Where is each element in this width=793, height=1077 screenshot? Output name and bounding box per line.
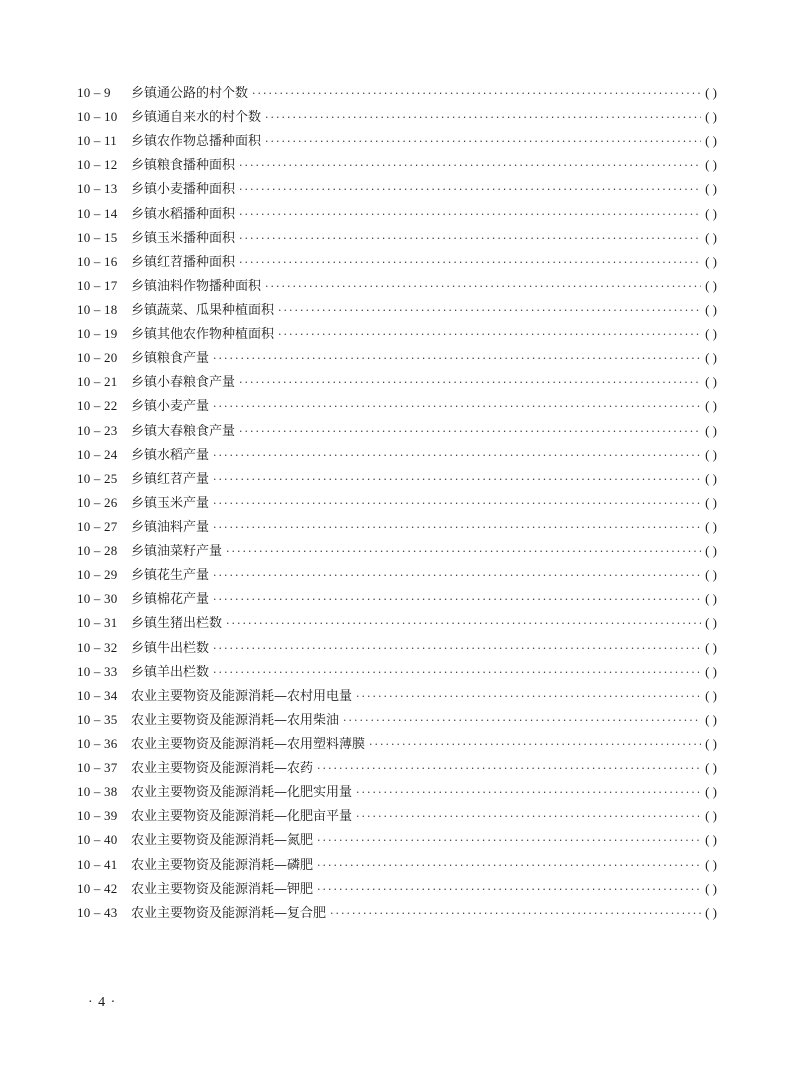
toc-entry[interactable]	[77, 370, 717, 394]
toc-entry-page: ( )	[705, 350, 717, 366]
toc-dot-leader	[265, 106, 701, 130]
toc-dot-leader	[213, 347, 701, 371]
toc-entry-number: 10 – 20	[77, 350, 118, 366]
toc-entry-title: 农业主要物资及能源消耗—磷肥	[131, 857, 314, 873]
toc-entry[interactable]	[77, 804, 717, 828]
toc-entry-title: 乡镇大春粮食产量	[131, 423, 236, 439]
toc-entry-number: 10 – 28	[77, 543, 118, 559]
toc-entry[interactable]	[77, 153, 717, 177]
toc-entry[interactable]	[77, 491, 717, 515]
toc-entry-title: 乡镇羊出栏数	[131, 664, 210, 680]
toc-entry-title: 乡镇小春粮食产量	[131, 375, 236, 391]
toc-dot-leader	[330, 902, 701, 926]
toc-entry-page: ( )	[705, 784, 717, 800]
toc-entry-number: 10 – 40	[77, 832, 118, 848]
toc-entry-page: ( )	[705, 543, 717, 559]
toc-entry-title: 乡镇牛出栏数	[131, 640, 210, 656]
toc-entry-number: 10 – 15	[77, 229, 118, 245]
toc-entry-number: 10 – 37	[77, 760, 118, 776]
toc-entry-number: 10 – 31	[77, 615, 118, 631]
toc-entry-page: ( )	[705, 229, 717, 245]
toc-entry[interactable]	[77, 250, 717, 274]
toc-entry-page: ( )	[705, 711, 717, 727]
toc-entry-page: ( )	[705, 301, 717, 317]
toc-entry-title: 乡镇玉米产量	[131, 495, 210, 511]
toc-list	[77, 81, 717, 925]
toc-entry-title: 乡镇红苕产量	[131, 471, 210, 487]
toc-entry[interactable]	[77, 901, 717, 925]
toc-entry-number: 10 – 10	[77, 109, 118, 125]
toc-entry-page: ( )	[705, 277, 717, 293]
toc-entry[interactable]	[77, 346, 717, 370]
toc-dot-leader	[317, 757, 701, 781]
toc-entry-title: 农业主要物资及能源消耗—氮肥	[131, 833, 314, 849]
toc-entry[interactable]	[77, 877, 717, 901]
toc-entry[interactable]	[77, 105, 717, 129]
toc-dot-leader	[226, 540, 701, 564]
toc-entry[interactable]	[77, 129, 717, 153]
toc-entry-page: ( )	[705, 880, 717, 896]
toc-dot-leader	[213, 395, 701, 419]
toc-dot-leader	[213, 564, 701, 588]
toc-dot-leader	[239, 203, 701, 227]
toc-entry-page: ( )	[705, 398, 717, 414]
toc-entry-page: ( )	[705, 687, 717, 703]
toc-entry-title: 乡镇油菜籽产量	[131, 544, 223, 560]
toc-entry-number: 10 – 27	[77, 518, 118, 534]
toc-dot-leader	[356, 805, 701, 829]
toc-entry-page: ( )	[705, 253, 717, 269]
toc-entry-page: ( )	[705, 85, 717, 100]
toc-entry[interactable]	[77, 732, 717, 756]
toc-dot-leader	[213, 637, 701, 661]
toc-entry-number: 10 – 17	[77, 277, 118, 293]
toc-entry-number: 10 – 24	[77, 446, 118, 462]
toc-entry-number: 10 – 25	[77, 470, 118, 486]
toc-entry-page: ( )	[705, 663, 717, 679]
toc-entry-title: 农业主要物资及能源消耗—农用塑料薄膜	[131, 736, 366, 752]
toc-entry-title: 乡镇棉花产量	[131, 592, 210, 608]
toc-entry-title: 乡镇其他农作物种植面积	[131, 327, 275, 343]
toc-dot-leader	[343, 709, 701, 733]
toc-entry-number: 10 – 14	[77, 205, 118, 221]
toc-dot-leader	[239, 420, 701, 444]
toc-dot-leader	[317, 829, 701, 853]
toc-entry-page: ( )	[705, 374, 717, 390]
toc-entry[interactable]	[77, 756, 717, 780]
toc-entry[interactable]	[77, 828, 717, 852]
toc-entry-title: 乡镇油料产量	[131, 519, 210, 535]
toc-dot-leader	[369, 733, 701, 757]
toc-entry-page: ( )	[705, 133, 717, 149]
toc-entry[interactable]	[77, 226, 717, 250]
toc-entry[interactable]	[77, 539, 717, 563]
toc-entry-page: ( )	[705, 494, 717, 510]
toc-entry-page: ( )	[705, 808, 717, 824]
toc-entry-number: 10 – 38	[77, 784, 118, 800]
toc-entry-number: 10 – 23	[77, 422, 118, 438]
toc-entry-number: 10 – 22	[77, 398, 118, 414]
toc-entry-number: 10 – 13	[77, 181, 118, 197]
toc-entry[interactable]	[77, 177, 717, 201]
toc-entry-page: ( )	[705, 904, 717, 920]
toc-dot-leader	[265, 275, 701, 299]
toc-dot-leader	[356, 781, 701, 805]
toc-entry-title: 农业主要物资及能源消耗—农村用电量	[131, 688, 353, 704]
toc-entry-number: 10 – 9	[77, 85, 111, 100]
toc-dot-leader	[239, 251, 701, 275]
toc-entry-page: ( )	[705, 856, 717, 872]
toc-entry-number: 10 – 12	[77, 157, 118, 173]
toc-dot-leader	[278, 299, 701, 323]
toc-entry-page: ( )	[705, 205, 717, 221]
toc-entry-title: 乡镇蔬菜、瓜果种植面积	[131, 302, 275, 318]
toc-entry-title: 乡镇生猪出栏数	[131, 616, 223, 632]
toc-entry[interactable]	[77, 660, 717, 684]
toc-entry[interactable]	[77, 708, 717, 732]
toc-entry-number: 10 – 29	[77, 567, 118, 583]
toc-entry-page: ( )	[705, 615, 717, 631]
toc-entry[interactable]	[77, 780, 717, 804]
toc-entry[interactable]	[77, 684, 717, 708]
toc-entry[interactable]	[77, 853, 717, 877]
toc-dot-leader	[317, 878, 701, 902]
toc-dot-leader	[213, 444, 701, 468]
toc-entry-page: ( )	[705, 567, 717, 583]
toc-entry-number: 10 – 19	[77, 326, 118, 342]
toc-entry-number: 10 – 11	[77, 133, 117, 149]
toc-entry-page: ( )	[705, 735, 717, 751]
toc-entry-title: 乡镇小麦播种面积	[131, 182, 236, 198]
toc-entry-title: 乡镇小麦产量	[131, 399, 210, 415]
toc-entry-title: 农业主要物资及能源消耗—农药	[131, 761, 314, 777]
toc-entry[interactable]	[77, 419, 717, 443]
toc-entry[interactable]	[77, 298, 717, 322]
page-number: · 4 ·	[88, 995, 117, 1010]
toc-entry-number: 10 – 42	[77, 880, 118, 896]
toc-entry-title: 农业主要物资及能源消耗—钾肥	[131, 881, 314, 897]
toc-dot-leader	[213, 661, 701, 685]
toc-entry-title: 乡镇红苕播种面积	[131, 254, 236, 270]
toc-entry-title: 乡镇水稻产量	[131, 447, 210, 463]
toc-entry-number: 10 – 36	[77, 735, 118, 751]
toc-entry-number: 10 – 21	[77, 374, 118, 390]
toc-entry-page: ( )	[705, 639, 717, 655]
toc-entry-number: 10 – 30	[77, 591, 118, 607]
toc-entry-page: ( )	[705, 181, 717, 197]
toc-dot-leader	[239, 178, 701, 202]
toc-entry-title: 乡镇粮食播种面积	[131, 158, 236, 174]
toc-dot-leader	[213, 468, 701, 492]
toc-entry-title: 乡镇粮食产量	[131, 351, 210, 367]
toc-entry-page: ( )	[705, 832, 717, 848]
toc-entry-title: 农业主要物资及能源消耗—复合肥	[131, 905, 327, 921]
toc-entry[interactable]	[77, 611, 717, 635]
toc-entry[interactable]	[77, 202, 717, 226]
toc-entry-title: 农业主要物资及能源消耗—化肥实用量	[131, 785, 353, 801]
toc-entry-title: 乡镇通公路的村个数	[131, 86, 249, 101]
toc-entry-number: 10 – 43	[77, 904, 118, 920]
toc-entry-title: 农业主要物资及能源消耗—农用柴油	[131, 712, 340, 728]
toc-dot-leader	[356, 685, 701, 709]
toc-entry[interactable]	[77, 587, 717, 611]
toc-dot-leader	[239, 227, 701, 251]
toc-entry-page: ( )	[705, 470, 717, 486]
toc-dot-leader	[278, 323, 701, 347]
toc-entry[interactable]	[77, 322, 717, 346]
toc-entry-number: 10 – 41	[77, 856, 118, 872]
toc-dot-leader	[213, 588, 701, 612]
toc-entry-page: ( )	[705, 422, 717, 438]
toc-entry-title: 乡镇玉米播种面积	[131, 230, 236, 246]
toc-entry-title: 乡镇农作物总播种面积	[131, 134, 262, 150]
toc-entry-number: 10 – 35	[77, 711, 118, 727]
toc-dot-leader	[239, 371, 701, 395]
toc-entry[interactable]	[77, 515, 717, 539]
toc-entry-title: 农业主要物资及能源消耗—化肥亩平量	[131, 809, 353, 825]
toc-entry[interactable]	[77, 274, 717, 298]
toc-entry-number: 10 – 16	[77, 253, 118, 269]
toc-entry-title: 乡镇水稻播种面积	[131, 206, 236, 222]
toc-dot-leader	[226, 612, 701, 636]
toc-entry-number: 10 – 33	[77, 663, 118, 679]
toc-dot-leader	[317, 854, 701, 878]
toc-entry[interactable]	[77, 636, 717, 660]
toc-entry-page: ( )	[705, 326, 717, 342]
toc-dot-leader	[213, 492, 701, 516]
toc-entry-number: 10 – 26	[77, 494, 118, 510]
toc-entry-page: ( )	[705, 760, 717, 776]
toc-entry-title: 乡镇花生产量	[131, 568, 210, 584]
toc-entry[interactable]	[77, 467, 717, 491]
toc-entry-page: ( )	[705, 109, 717, 125]
toc-entry-title: 乡镇通自来水的村个数	[131, 110, 262, 126]
toc-entry[interactable]	[77, 81, 717, 105]
toc-dot-leader	[265, 130, 701, 154]
toc-entry[interactable]	[77, 394, 717, 418]
toc-entry[interactable]	[77, 563, 717, 587]
toc-entry-page: ( )	[705, 518, 717, 534]
toc-dot-leader	[213, 516, 701, 540]
toc-entry-page: ( )	[705, 157, 717, 173]
toc-entry-number: 10 – 34	[77, 687, 118, 703]
toc-dot-leader	[239, 154, 701, 178]
toc-entry-number: 10 – 18	[77, 301, 118, 317]
toc-entry-page: ( )	[705, 446, 717, 462]
toc-entry-title: 乡镇油料作物播种面积	[131, 278, 262, 294]
table-of-contents	[77, 81, 717, 925]
toc-entry-page: ( )	[705, 591, 717, 607]
toc-dot-leader	[252, 82, 701, 106]
toc-entry[interactable]	[77, 443, 717, 467]
toc-entry-number: 10 – 39	[77, 808, 118, 824]
toc-entry-number: 10 – 32	[77, 639, 118, 655]
